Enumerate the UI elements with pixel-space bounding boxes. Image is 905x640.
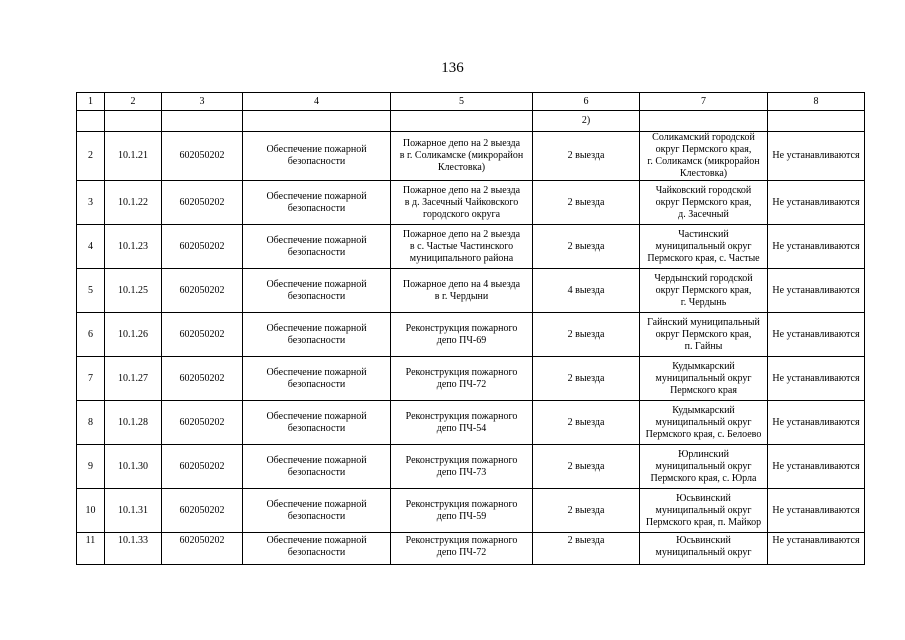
table-cell: 11 bbox=[77, 533, 105, 565]
table-cell: Обеспечение пожарной безопасности bbox=[243, 445, 391, 489]
table-cell: 10.1.33 bbox=[105, 533, 162, 565]
header-cell: 6 bbox=[533, 93, 640, 111]
table-cell: Обеспечение пожарной безопасности bbox=[243, 269, 391, 313]
table-cell: 9 bbox=[77, 445, 105, 489]
table-row bbox=[77, 445, 865, 489]
header-cell: 3 bbox=[162, 93, 243, 111]
header-cell: 2 bbox=[105, 93, 162, 111]
table-cell: Не устанавливаются bbox=[768, 445, 865, 489]
table-cell: 3 bbox=[77, 181, 105, 225]
table-cell: Не устанавливаются bbox=[768, 489, 865, 533]
table-cell bbox=[391, 111, 533, 132]
header-cell: 1 bbox=[77, 93, 105, 111]
table-cell: 7 bbox=[77, 357, 105, 401]
table-cell: Обеспечение пожарной безопасности bbox=[243, 181, 391, 225]
table-cell: Не устанавливаются bbox=[768, 357, 865, 401]
table-cell: 10.1.22 bbox=[105, 181, 162, 225]
table-cell: Кудымкарский муниципальный округ Пермского края, с. Белоево bbox=[640, 401, 768, 445]
table-cell: 602050202 bbox=[162, 132, 243, 181]
table-cell bbox=[162, 111, 243, 132]
table-cell: Юсьвинский муниципальный округ bbox=[640, 533, 768, 565]
table-cell: 2 выезда bbox=[533, 357, 640, 401]
continuation-row bbox=[77, 111, 865, 132]
table-cell: 602050202 bbox=[162, 489, 243, 533]
table-cell: 602050202 bbox=[162, 445, 243, 489]
table-cell: 602050202 bbox=[162, 357, 243, 401]
table-cell bbox=[243, 111, 391, 132]
header-cell: 5 bbox=[391, 93, 533, 111]
table-cell bbox=[640, 111, 768, 132]
table-cell: Чайковский городской округ Пермского края, д. Засечный bbox=[640, 181, 768, 225]
table-cell: 10.1.28 bbox=[105, 401, 162, 445]
table-cell: 4 выезда bbox=[533, 269, 640, 313]
table-cell: 10 bbox=[77, 489, 105, 533]
table-cell: 2 выезда bbox=[533, 401, 640, 445]
table-cell: Кудымкарский муниципальный округ Пермского края bbox=[640, 357, 768, 401]
table-cell: Не устанавливаются bbox=[768, 401, 865, 445]
table-cell: 10.1.26 bbox=[105, 313, 162, 357]
table-row bbox=[77, 225, 865, 269]
table-cell: 10.1.25 bbox=[105, 269, 162, 313]
table-row bbox=[77, 269, 865, 313]
table-cell: 2 выезда bbox=[533, 225, 640, 269]
table-cell: 4 bbox=[77, 225, 105, 269]
table-cell: Обеспечение пожарной безопасности bbox=[243, 225, 391, 269]
table-cell: 2 выезда bbox=[533, 132, 640, 181]
table-cell: Реконструкция пожарного депо ПЧ-72 bbox=[391, 357, 533, 401]
table-cell: 2 bbox=[77, 132, 105, 181]
header-row bbox=[77, 93, 865, 111]
table-cell bbox=[105, 111, 162, 132]
table-cell: Не устанавливаются bbox=[768, 533, 865, 565]
header-cell: 8 bbox=[768, 93, 865, 111]
table-cell: 10.1.23 bbox=[105, 225, 162, 269]
page-number: 136 bbox=[441, 60, 464, 76]
table-cell: 10.1.31 bbox=[105, 489, 162, 533]
data-table bbox=[76, 92, 865, 565]
table-cell: Реконструкция пожарного депо ПЧ-72 bbox=[391, 533, 533, 565]
table-cell: Не устанавливаются bbox=[768, 132, 865, 181]
table-row bbox=[77, 313, 865, 357]
header-cell: 4 bbox=[243, 93, 391, 111]
table-cell: Реконструкция пожарного депо ПЧ-59 bbox=[391, 489, 533, 533]
table-cell: 10.1.27 bbox=[105, 357, 162, 401]
table-cell: Пожарное депо на 2 выезда в с. Частые Частинского муниципального района bbox=[391, 225, 533, 269]
table-cell: Обеспечение пожарной безопасности bbox=[243, 401, 391, 445]
table-cell: Частинский муниципальный округ Пермского края, с. Частые bbox=[640, 225, 768, 269]
table-cell: Юсьвинский муниципальный округ Пермского края, п. Майкор bbox=[640, 489, 768, 533]
table-cell: 2) bbox=[533, 111, 640, 132]
table-cell: Обеспечение пожарной безопасности bbox=[243, 357, 391, 401]
table-cell: 2 выезда bbox=[533, 445, 640, 489]
table-row bbox=[77, 533, 865, 565]
table-cell: 602050202 bbox=[162, 225, 243, 269]
table-cell: 8 bbox=[77, 401, 105, 445]
table-cell: 2 выезда bbox=[533, 533, 640, 565]
header-cell: 7 bbox=[640, 93, 768, 111]
table-cell: 602050202 bbox=[162, 533, 243, 565]
table-cell: Гайнский муниципальный округ Пермского края, п. Гайны bbox=[640, 313, 768, 357]
table-cell: Обеспечение пожарной безопасности bbox=[243, 489, 391, 533]
table-cell: Обеспечение пожарной безопасности bbox=[243, 313, 391, 357]
table-cell: Чердынский городской округ Пермского края, г. Чердынь bbox=[640, 269, 768, 313]
table-cell: Не устанавливаются bbox=[768, 181, 865, 225]
table-cell: 2 выезда bbox=[533, 313, 640, 357]
table-cell: 10.1.30 bbox=[105, 445, 162, 489]
table-cell: Реконструкция пожарного депо ПЧ-73 bbox=[391, 445, 533, 489]
table-cell: 602050202 bbox=[162, 269, 243, 313]
table-row bbox=[77, 357, 865, 401]
table-cell: 602050202 bbox=[162, 313, 243, 357]
table-cell bbox=[768, 111, 865, 132]
table-cell: 602050202 bbox=[162, 181, 243, 225]
table-cell: Обеспечение пожарной безопасности bbox=[243, 533, 391, 565]
table-cell: Не устанавливаются bbox=[768, 225, 865, 269]
table-cell: Не устанавливаются bbox=[768, 269, 865, 313]
table-cell: Реконструкция пожарного депо ПЧ-54 bbox=[391, 401, 533, 445]
table-cell: Пожарное депо на 2 выезда в г. Соликамске (микрорайон Клестовка) bbox=[391, 132, 533, 181]
table-cell: 2 выезда bbox=[533, 181, 640, 225]
table-cell: Соликамский городской округ Пермского края, г. Соликамск (микрорайон Клестовка) bbox=[640, 132, 768, 181]
table-cell bbox=[77, 111, 105, 132]
table-cell: 602050202 bbox=[162, 401, 243, 445]
table-cell: Юрлинский муниципальный округ Пермского края, с. Юрла bbox=[640, 445, 768, 489]
table-cell: Не устанавливаются bbox=[768, 313, 865, 357]
table-row bbox=[77, 132, 865, 181]
table-cell: Пожарное депо на 4 выезда в г. Чердыни bbox=[391, 269, 533, 313]
table-row bbox=[77, 401, 865, 445]
table-cell: 5 bbox=[77, 269, 105, 313]
table-row bbox=[77, 181, 865, 225]
table-cell: Обеспечение пожарной безопасности bbox=[243, 132, 391, 181]
table-cell: 2 выезда bbox=[533, 489, 640, 533]
table-row bbox=[77, 489, 865, 533]
table-cell: 6 bbox=[77, 313, 105, 357]
table-cell: 10.1.21 bbox=[105, 132, 162, 181]
table-cell: Пожарное депо на 2 выезда в д. Засечный Чайковского городского округа bbox=[391, 181, 533, 225]
table-cell: Реконструкция пожарного депо ПЧ-69 bbox=[391, 313, 533, 357]
